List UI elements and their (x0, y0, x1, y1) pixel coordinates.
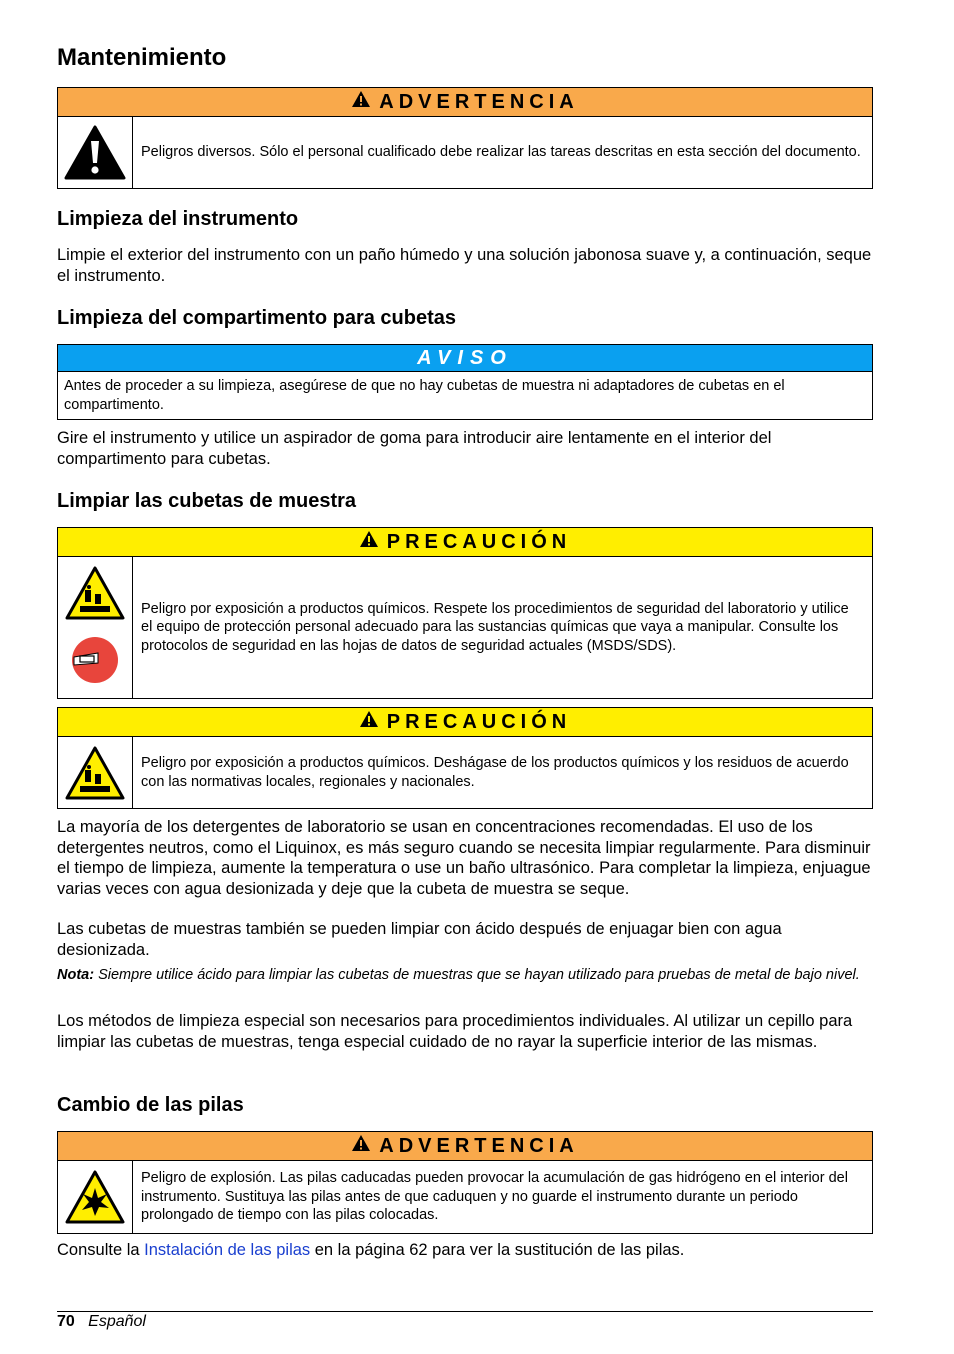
warning-text: Peligros diversos. Sólo el personal cualificado debe realizar las tareas descritas en esta sección del documento. (141, 144, 861, 161)
paragraph-detergentes: La mayoría de los detergentes de laboratorio se usan en concentraciones recomendadas. El uso de los detergentes neutros, como el Liquinox, es más seguro cuando se necesita limpiar regularmente. Para disminuir el tiempo de limpieza, aumente la temperatura o use un baño ultrasónico. Para completar la limpieza, enjuague varias veces con agua desionizada y deje que la cubeta de muestra se seque. (57, 818, 871, 898)
exclamation-triangle-icon (58, 117, 133, 188)
warning-bar (58, 1132, 872, 1161)
section-heading-compartimento: Limpieza del compartimento para cubetas (57, 307, 456, 329)
footer-divider (57, 1311, 873, 1312)
page-title: Mantenimiento (57, 44, 227, 71)
explosion-hazard-icon (58, 1161, 133, 1233)
warning-triangle-icon (351, 90, 371, 114)
warning-box-general (57, 87, 873, 189)
protective-equipment-icon (70, 635, 120, 690)
warning-label: ADVERTENCIA (379, 90, 579, 113)
section-heading-cubetas: Limpiar las cubetas de muestra (57, 490, 357, 512)
footer (57, 1313, 146, 1331)
paragraph-metodos-especiales: Los métodos de limpieza especial son necesarios para procedimientos individuales. Al utilizar un cepillo para limpiar las cubetas de muestras, tenga especial cuidado de no rayar la superficie interior de las mismas. (57, 1012, 853, 1051)
section-heading-pilas: Cambio de las pilas (57, 1094, 244, 1116)
section-heading-limpieza-instrumento: Limpieza del instrumento (57, 208, 299, 230)
warning-triangle-icon (351, 1134, 371, 1158)
caution-text: Peligro por exposición a productos químicos. Respete los procedimientos de seguridad del laboratorio y utilice el equipo de protección personal adecuado para las sustancias químicas que vaya a manipular. Consulte los protocolos de seguridad en las hojas de datos de seguridad actuales (MSDS/SDS). (141, 600, 849, 654)
chemical-hazard-icon (58, 737, 133, 808)
caution-bar (58, 708, 872, 737)
warning-text: Peligro de explosión. Las pilas caducadas pueden provocar la acumulación de gas hidrógeno en el interior del instrumento. Sustituya las pilas antes de que caduquen y no guarde el instrumento durante un periodo prolongado de tiempo con las pilas colocadas. (141, 1170, 848, 1224)
link-instalacion-pilas[interactable]: Instalación de las pilas (144, 1241, 311, 1259)
warning-triangle-icon (359, 710, 379, 734)
caution-box-chemical-ppe (57, 527, 873, 699)
notice-box (57, 344, 873, 420)
reference-prefix: Consulte la (57, 1241, 145, 1259)
paragraph-referencia-pilas (57, 1240, 873, 1261)
paragraph-acido: Las cubetas de muestras también se pueden limpiar con ácido después de enjuagar bien con agua desionizada. (57, 920, 782, 959)
note-text: Siempre utilice ácido para limpiar las cubetas de muestras que se hayan utilizado para pruebas de metal de bajo nivel. (94, 967, 860, 983)
reference-suffix: en la página 62 para ver la sustitución de las pilas. (310, 1241, 685, 1259)
paragraph-compartimento: Gire el instrumento y utilice un aspirador de goma para introducir aire lentamente en el interior del compartimento para cubetas. (57, 429, 772, 468)
warning-triangle-icon (359, 530, 379, 554)
warning-label: ADVERTENCIA (379, 1134, 579, 1157)
caution-label: PRECAUCIÓN (386, 710, 572, 733)
notice-bar (58, 345, 872, 372)
paragraph-limpieza-instrumento: Limpie el exterior del instrumento con un paño húmedo y una solución jabonosa suave y, a continuación, seque el instrumento. (57, 246, 872, 285)
notice-text: Antes de proceder a su limpieza, asegúrese de que no hay cubetas de muestra ni adaptadores de cubetas en el compartimento. (64, 378, 785, 413)
caution-box-chemical-disposal (57, 707, 873, 809)
caution-bar (58, 528, 872, 557)
notice-label: AVISO (417, 346, 513, 369)
footer-language: Español (88, 1313, 146, 1330)
note (57, 966, 873, 985)
warning-box-explosion (57, 1131, 873, 1234)
note-label: Nota: (57, 967, 95, 983)
chemical-hazard-icon (65, 566, 125, 625)
caution-text: Peligro por exposición a productos químicos. Deshágase de los productos químicos y los residuos de acuerdo con las normativas locales, regionales y nacionales. (141, 755, 849, 790)
page-number: 70 (57, 1313, 75, 1330)
warning-bar (58, 88, 872, 117)
caution-label: PRECAUCIÓN (386, 530, 572, 553)
